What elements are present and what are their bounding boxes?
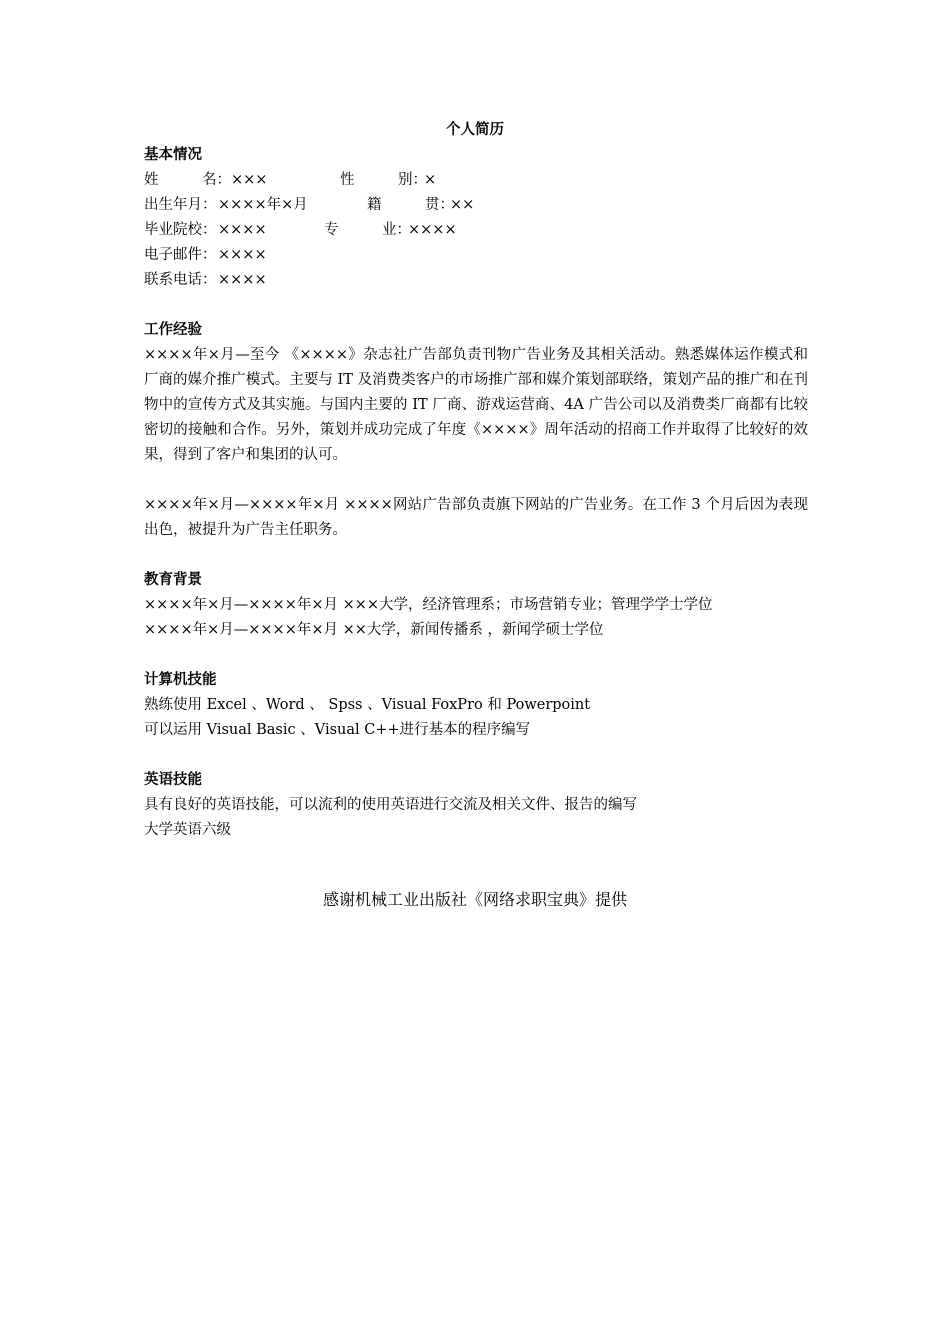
english-skill-line: 具有良好的英语技能，可以流利的使用英语进行交流及相关文件、报告的编写: [144, 797, 637, 813]
major-value: ××××: [408, 222, 457, 238]
education-line: ××××年×月—××××年×月 ×××大学，经济管理系；市场营销专业；管理学学士学位: [144, 597, 713, 613]
origin-label: 籍 贯：: [367, 197, 454, 213]
origin-value: ××: [450, 197, 475, 213]
name-value: ×××: [231, 172, 268, 188]
email-row: [144, 243, 808, 268]
document-title: 个人简历: [446, 122, 504, 138]
phone-value: ××××: [218, 272, 267, 288]
gender-value: ×: [424, 172, 437, 188]
name-label: 姓 名：: [144, 172, 231, 188]
phone-label: 联系电话：: [144, 272, 217, 288]
basic-info-heading: 基本情况: [144, 147, 202, 163]
birth-value: ××××年×月: [218, 197, 308, 213]
school-label: 毕业院校：: [144, 222, 217, 238]
footer-credit: 感谢机械工业出版社《网络求职宝典》提供: [322, 890, 627, 909]
english-skill-line: 大学英语六级: [144, 822, 231, 838]
computer-skills-heading: 计算机技能: [144, 672, 217, 688]
gender-label: 性 别：: [340, 172, 427, 188]
english-skills-heading: 英语技能: [144, 772, 202, 788]
email-label: 电子邮件：: [144, 247, 217, 263]
birth-label: 出生年月：: [144, 197, 217, 213]
major-label: 专 业：: [324, 222, 411, 238]
work-entry: ××××年×月—至今 《××××》杂志社广告部负责刊物广告业务及其相关活动。熟悉媒体运作模式和厂商的媒介推广模式。主要与 IT 及消费类客户的市场推广部和媒介策划部联络，策划产品的推广和在刊物中的宣传方式及其实施。与国内主要的 IT 厂商、游戏运营商、4A 广告公司以及消费类厂商都有比较密切的接触和合作。另外，策划并成功完成了年度《××××》周年活动的招商工作并取得了比较好的效果，得到了客户和集团的认可。: [144, 347, 808, 463]
name-gender-row: [144, 168, 808, 193]
email-value: ××××: [218, 247, 267, 263]
education-line: ××××年×月—××××年×月 ××大学，新闻传播系 ，新闻学硕士学位: [144, 622, 604, 638]
work-experience-heading: 工作经验: [144, 322, 202, 338]
school-major-row: [144, 218, 808, 243]
phone-row: [144, 268, 808, 293]
work-entry: ××××年×月—××××年×月 ××××网站广告部负责旗下网站的广告业务。在工作 3 个月后因为表现出色，被提升为广告主任职务。: [144, 497, 808, 538]
birth-origin-row: [144, 193, 808, 218]
resume-body: [144, 143, 808, 843]
computer-skill-line: 可以运用 Visual Basic 、Visual C++进行基本的程序编写: [144, 722, 531, 738]
education-heading: 教育背景: [144, 572, 202, 588]
computer-skill-line: 熟练使用 Excel 、Word 、 Spss 、Visual FoxPro 和 Powerpoint: [144, 697, 591, 713]
school-value: ××××: [218, 222, 267, 238]
